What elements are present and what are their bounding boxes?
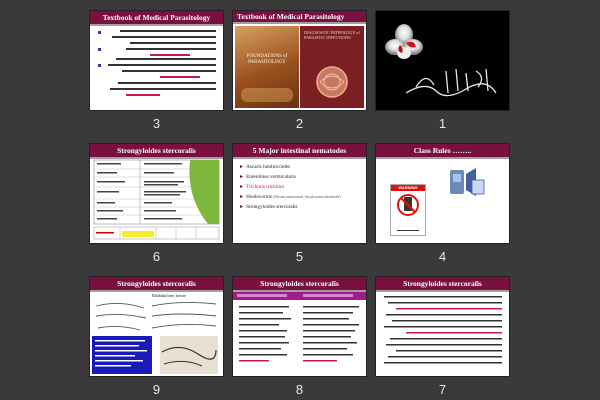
list-item: ► Hookworms (Necator americanus, Ancylostoma duodenale) — [239, 194, 341, 200]
slide-title: Class Rules …….. — [376, 144, 509, 159]
slide-thumbnail-6[interactable] — [90, 144, 223, 243]
slide-number: 4 — [438, 249, 447, 264]
slide-number: 5 — [295, 249, 304, 264]
slide-thumbnail-4[interactable] — [376, 144, 509, 243]
slide-thumbnail-5[interactable] — [233, 144, 366, 243]
slide-thumbnail-2[interactable] — [233, 11, 366, 110]
slide-number: 2 — [295, 116, 304, 131]
book-cover-left: FOUNDATIONS of PARASITOLOGY — [235, 26, 299, 108]
slide-thumbnail-1[interactable] — [376, 11, 509, 110]
slide-number: 3 — [152, 116, 161, 131]
slide-thumbnail-3[interactable] — [90, 11, 223, 110]
list-item: ► Ascaris lumbricoides — [239, 164, 291, 170]
slide-number: 8 — [295, 382, 304, 397]
slide-title: 5 Major intestinal nematodes — [233, 144, 366, 159]
larvae-diagram — [90, 292, 223, 376]
nematode-list — [239, 164, 360, 214]
slide-number: 1 — [438, 116, 447, 131]
persian-text-lines — [376, 292, 509, 376]
calligraphy-flower-image — [376, 11, 509, 110]
warning-sign: WARNING — [390, 184, 426, 236]
book-cover-right: DIAGNOSTIC PATHOLOGY of PARASITIC INFECTIONS — [300, 26, 364, 108]
slide-thumbnail-8[interactable] — [233, 277, 366, 376]
slide-title: Textbook of Medical Parasitology — [233, 11, 366, 24]
slide-title: Strongyloides stercoralis — [90, 144, 223, 159]
phone-speaker-icon — [448, 164, 488, 204]
slide-title: Textbook of Medical Parasitology — [90, 11, 223, 26]
slide-number: 7 — [438, 382, 447, 397]
life-cycle-text — [233, 292, 366, 376]
slide-number: 9 — [152, 382, 161, 397]
list-item: ► Trichuris trichiura — [239, 184, 284, 190]
classification-table — [90, 157, 223, 243]
slide-subtitle: Rhabditiform larvae — [152, 293, 186, 298]
slide-thumbnail-9[interactable] — [90, 277, 223, 376]
list-item: ► Strongyloides stercoralis — [239, 204, 298, 210]
slide-title: Strongyloides stercoralis — [233, 277, 366, 292]
slide-title: Strongyloides stercoralis — [90, 277, 223, 292]
no-phone-icon — [391, 191, 425, 221]
slide-title: Strongyloides stercoralis — [376, 277, 509, 292]
persian-text-lines — [90, 24, 223, 110]
slide-thumbnail-7[interactable] — [376, 277, 509, 376]
list-item: ► Enterobius vermicularis — [239, 174, 296, 180]
slide-number: 6 — [152, 249, 161, 264]
